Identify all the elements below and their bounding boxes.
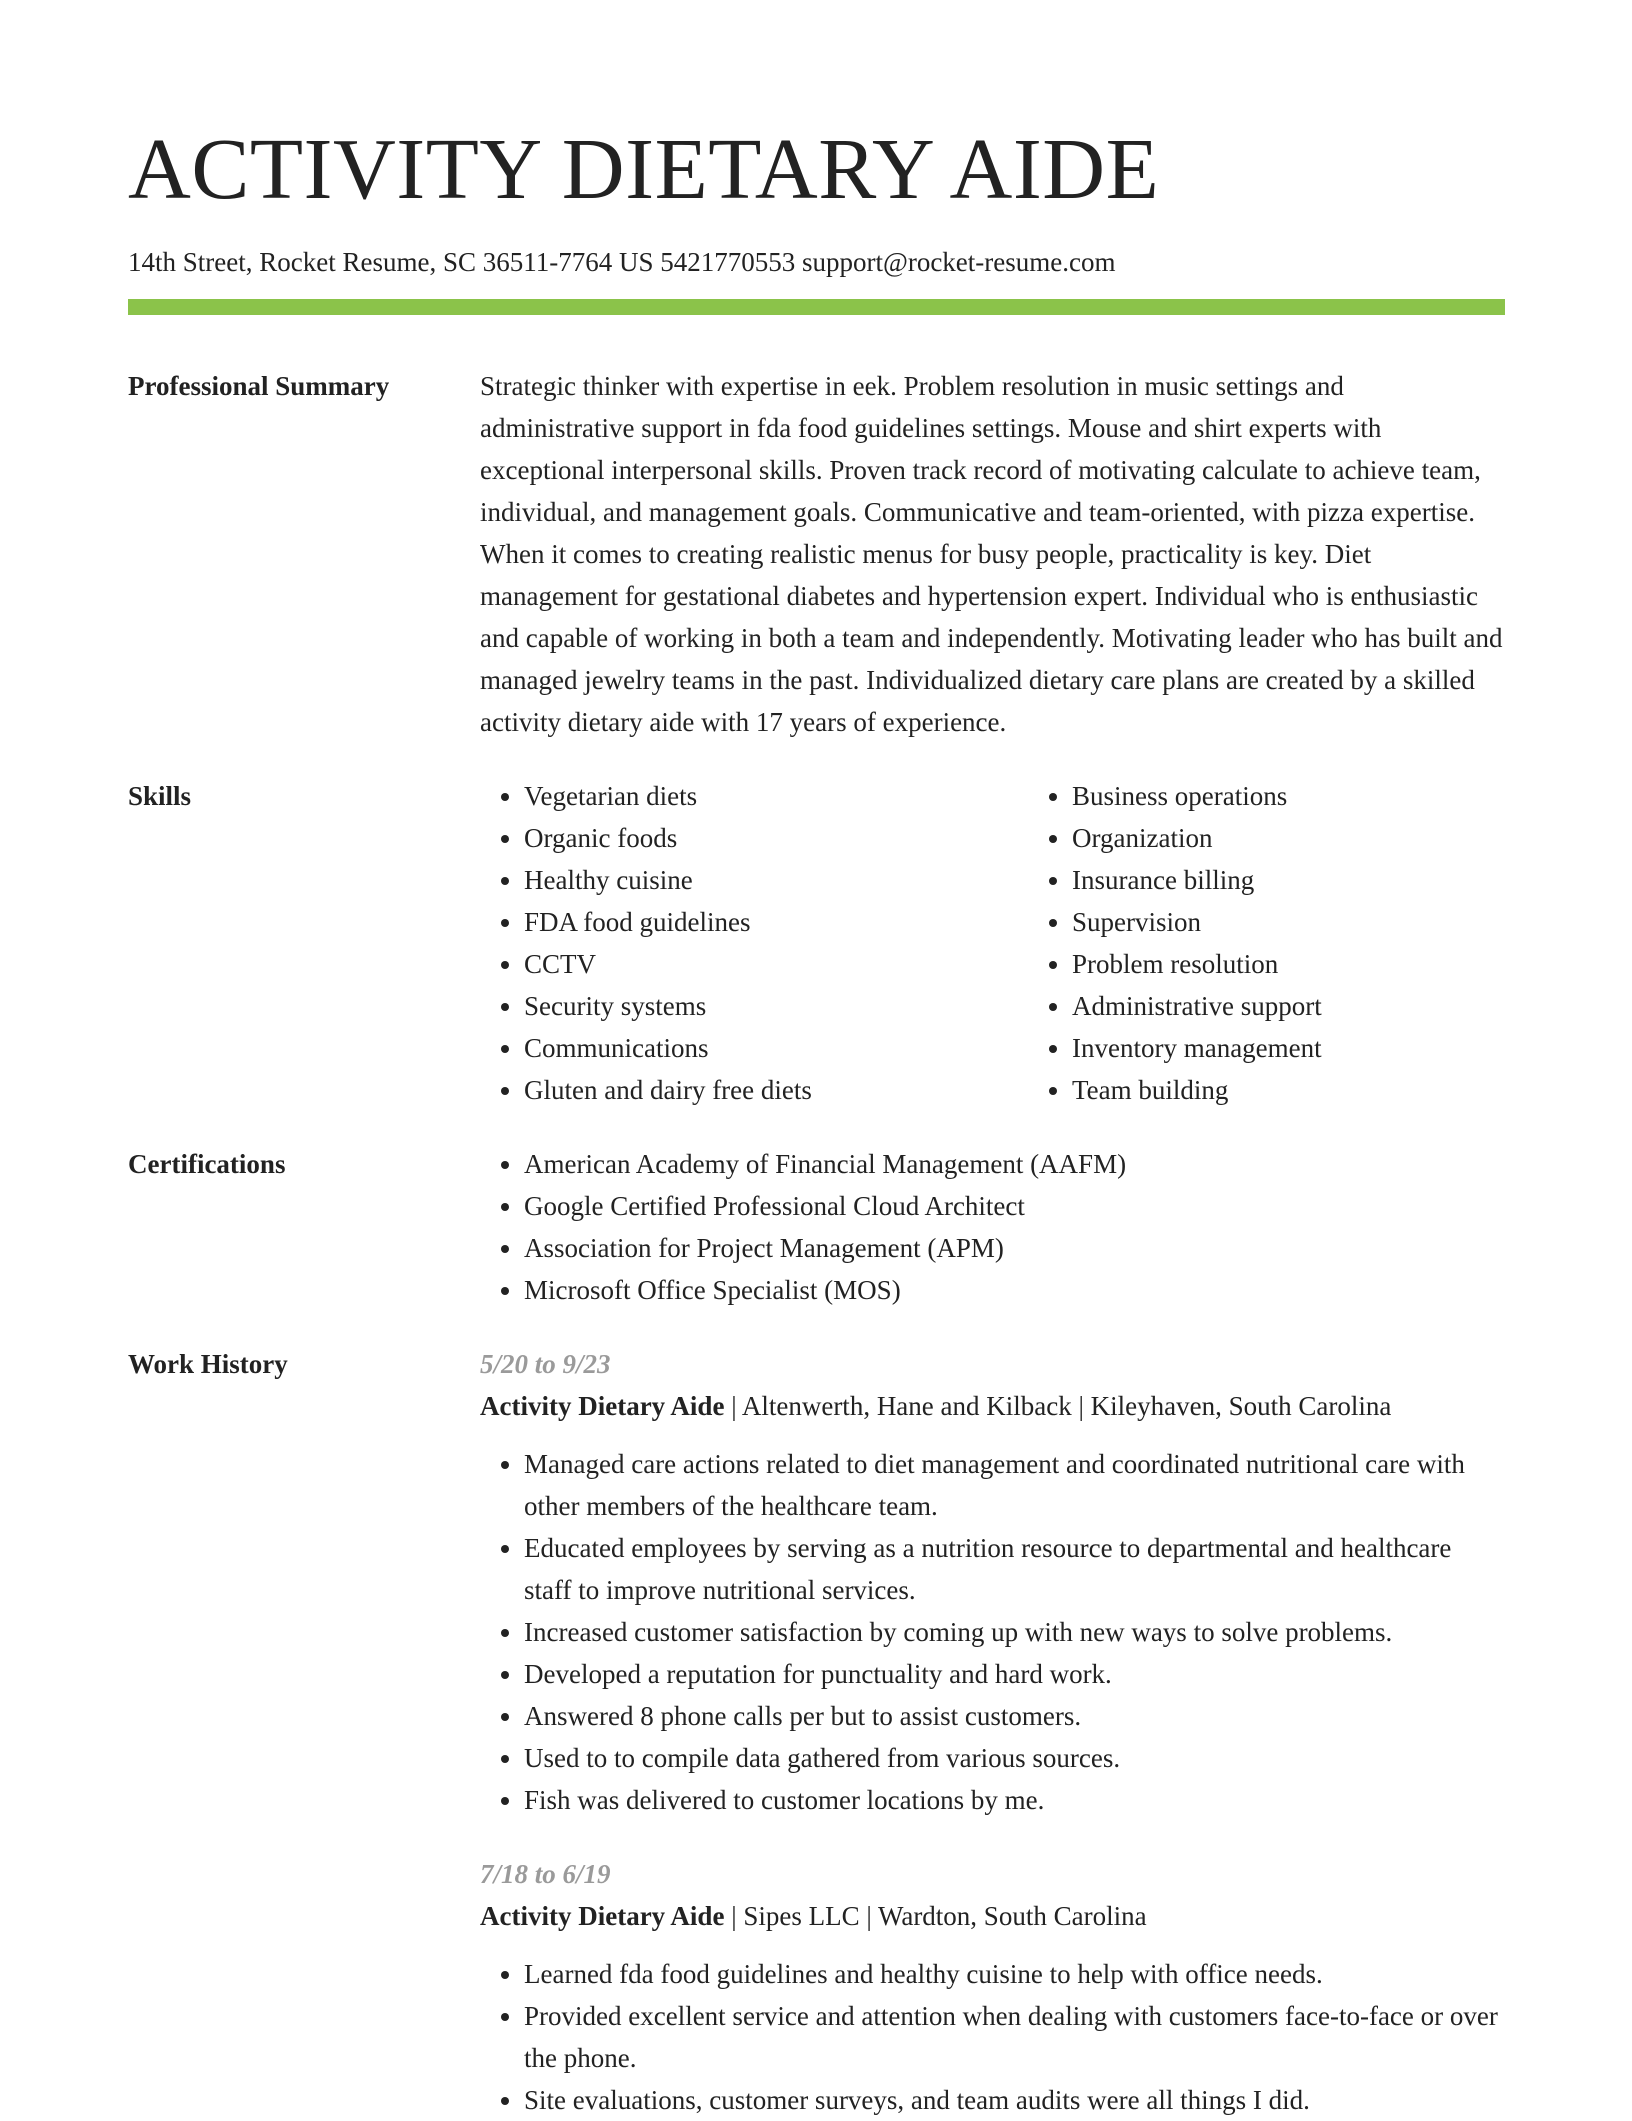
skills-list-right [1028, 775, 1576, 1111]
job-bullet: • Managed care actions related to diet management and coordinated nutritional care with other members of the healthcare team. [524, 1443, 1505, 1527]
certifications-list [480, 1143, 1505, 1311]
job-bullet: • Answered 8 phone calls per but to assist customers. [524, 1695, 1505, 1737]
certifications-body [480, 1143, 1505, 1311]
job-bullet: • Provided excellent service and attention when dealing with customers face-to-face or over the phone. [524, 1995, 1505, 2079]
job-heading [480, 1895, 1505, 1937]
job-bullet: • Developed a reputation for punctuality and hard work. [524, 1653, 1505, 1695]
skills-list-left [480, 775, 1028, 1111]
job-entry [480, 1343, 1505, 1821]
job-bullets [480, 1953, 1505, 2121]
job-title: Activity Dietary Aide [480, 1391, 725, 1421]
skill-item: • Security systems [524, 985, 1028, 1027]
skill-item: • FDA food guidelines [524, 901, 1028, 943]
section-title: Skills [128, 781, 192, 811]
professional-summary-section [128, 365, 1505, 743]
job-entry [480, 1853, 1505, 2121]
job-details: | Sipes LLC | Wardton, South Carolina [724, 1901, 1147, 1931]
job-details: | Altenwerth, Hane and Kilback | Kileyhaven, South Carolina [724, 1391, 1392, 1421]
certification-item: • Microsoft Office Specialist (MOS) [524, 1269, 1505, 1311]
skill-item: • Business operations [1072, 775, 1576, 817]
job-bullet: • Increased customer satisfaction by coming up with new ways to solve problems. [524, 1611, 1505, 1653]
skill-item: • Team building [1072, 1069, 1576, 1111]
accent-divider [128, 299, 1505, 315]
skill-item: • Organization [1072, 817, 1576, 859]
certification-item: • Google Certified Professional Cloud Architect [524, 1185, 1505, 1227]
skill-item: • Administrative support [1072, 985, 1576, 1027]
job-title: Activity Dietary Aide [480, 1901, 725, 1931]
section-title: Professional Summary [128, 371, 390, 401]
job-bullet: • Fish was delivered to customer locations by me. [524, 1779, 1505, 1821]
skill-item: • Healthy cuisine [524, 859, 1028, 901]
job-bullet: • Site evaluations, customer surveys, and team audits were all things I did. [524, 2079, 1505, 2121]
summary-text: Strategic thinker with expertise in eek. Problem resolution in music settings and administrative support in fda food guidelines settings. Mouse and shirt experts with exceptional interpersonal skills. Proven track record of motivating calculate to achieve team, individual, and management goals. Communicative and team-oriented, with pizza expertise. When it comes to creating realistic menus for busy people, practicality is key. Diet management for gestational diabetes and hypertension expert. Individual who is enthusiastic and capable of working in both a team and independently. Motivating leader who has built and managed jewelry teams in the past. Individualized dietary care plans are created by a skilled activity dietary aide with 17 years of experience. [480, 371, 1503, 737]
skill-item: • Gluten and dairy free diets [524, 1069, 1028, 1111]
job-bullet: • Learned fda food guidelines and healthy cuisine to help with office needs. [524, 1953, 1505, 1995]
work-history-body [480, 1343, 1505, 2121]
resume-page [128, 0, 1505, 2121]
skill-item: • Organic foods [524, 817, 1028, 859]
work-history-section [128, 1343, 1505, 2121]
job-bullet: • Used to to compile data gathered from various sources. [524, 1737, 1505, 1779]
skills-section [128, 775, 1505, 1111]
skill-item: • Inventory management [1072, 1027, 1576, 1069]
job-bullets [480, 1443, 1505, 1821]
skill-item: • Supervision [1072, 901, 1576, 943]
skill-item: • Insurance billing [1072, 859, 1576, 901]
skill-item: • Communications [524, 1027, 1028, 1069]
contact-info: 14th Street, Rocket Resume, SC 36511-7764 US 5421770553 support@rocket-resume.com [128, 247, 1116, 277]
certifications-section [128, 1143, 1505, 1311]
certification-item: • Association for Project Management (APM) [524, 1227, 1505, 1269]
job-dates: 5/20 to 9/23 [480, 1349, 611, 1379]
candidate-name: ACTIVITY DIETARY AIDE [128, 120, 1160, 217]
skills-columns [480, 775, 1576, 1111]
job-dates: 7/18 to 6/19 [480, 1859, 611, 1889]
job-bullet: • Educated employees by serving as a nutrition resource to departmental and healthcare staff to improve nutritional services. [524, 1527, 1505, 1611]
section-title: Certifications [128, 1149, 286, 1179]
certification-item: • American Academy of Financial Management (AAFM) [524, 1143, 1505, 1185]
job-heading [480, 1385, 1505, 1427]
skill-item: • Problem resolution [1072, 943, 1576, 985]
section-title: Work History [128, 1349, 288, 1379]
skill-item: • CCTV [524, 943, 1028, 985]
skill-item: • Vegetarian diets [524, 775, 1028, 817]
